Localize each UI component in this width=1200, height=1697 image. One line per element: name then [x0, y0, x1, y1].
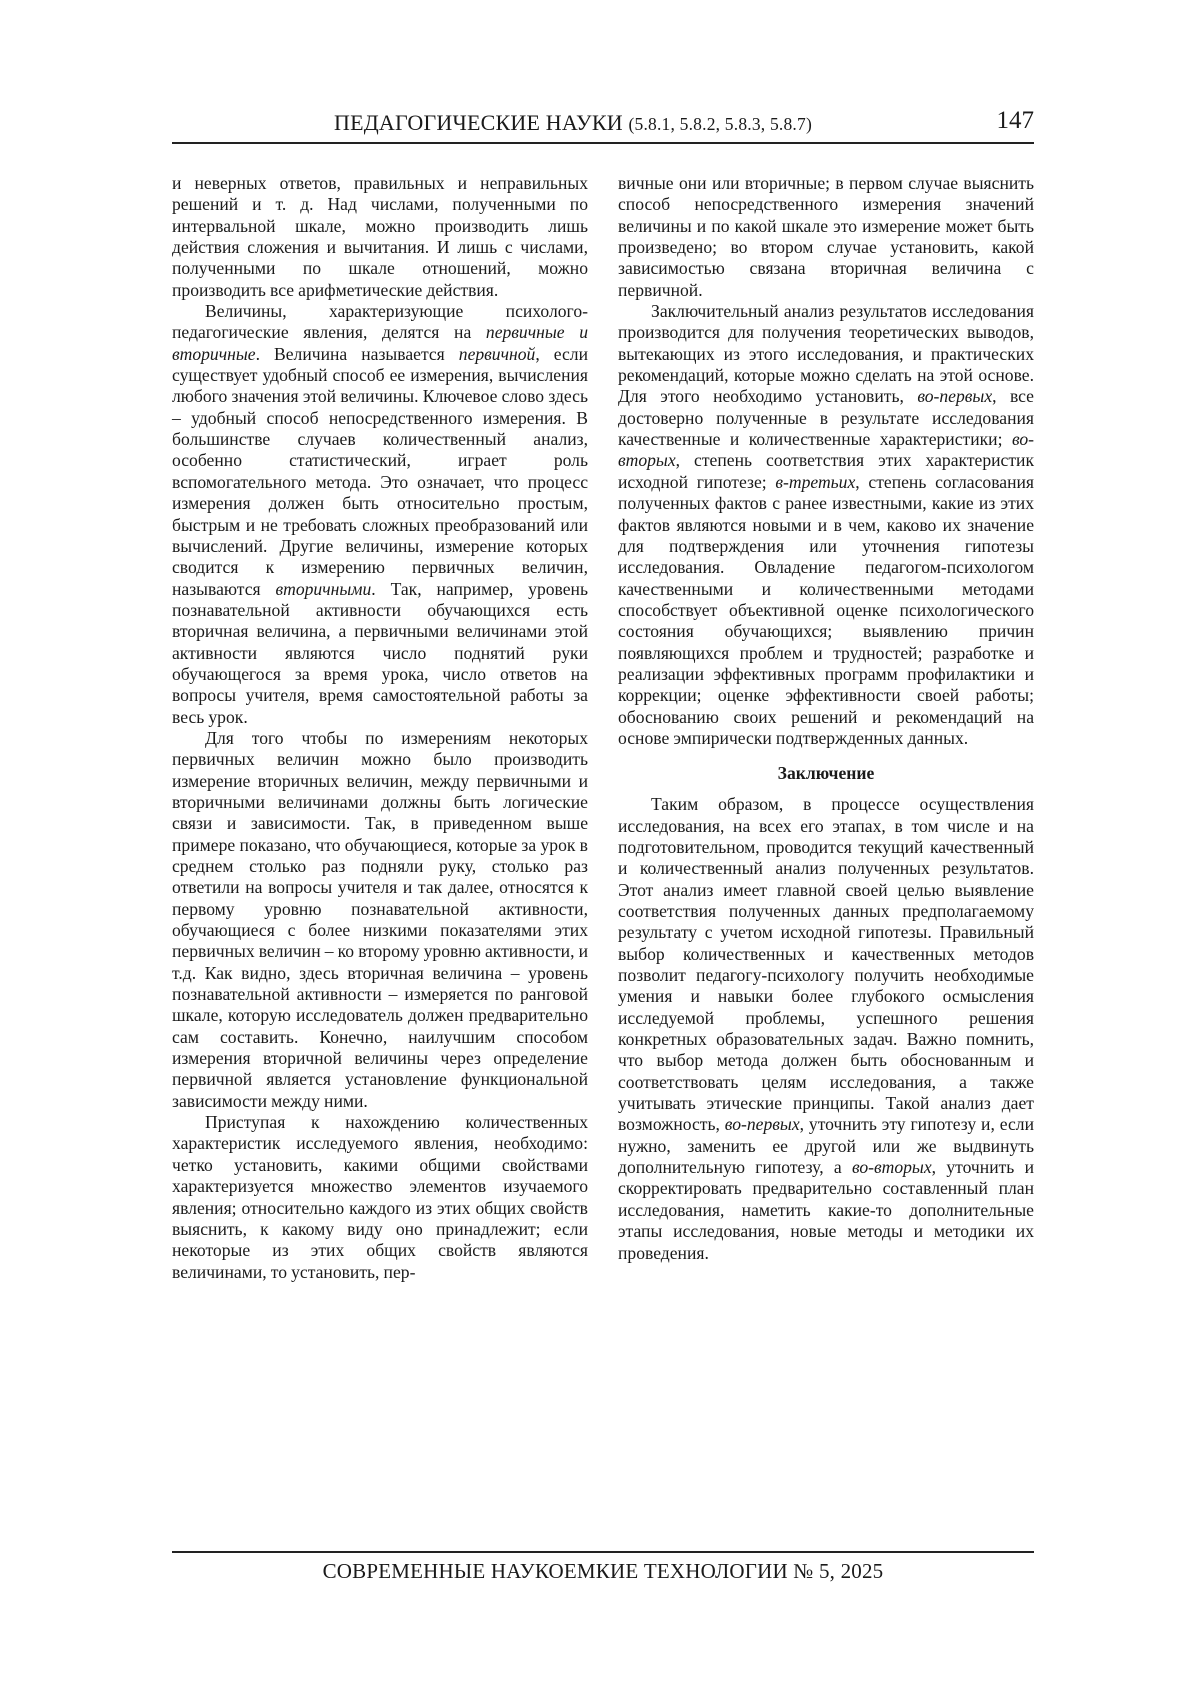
italic-term: во-первых: [917, 386, 993, 407]
section-codes: (5.8.1, 5.8.2, 5.8.3, 5.8.7): [628, 114, 812, 134]
italic-term: первичной: [458, 343, 536, 364]
paragraph: Заключительный анализ результатов исследования производится для получения теоретических выводов, вытекающих из этого исследования, и практических рекомендаций, которые можно сделать на этой основе. Для этого необходимо установить, во-первых, все достоверно полученные в результате исследования качественные и количественные характеристики; во-вторых, степень соответствия этих характеристик исходной гипотезе; в-третьих, степень согласования полученных фактов с ранее известными, какие из этих фактов являются новыми и в чем, каково их значение для подтверждения или уточнения гипотезы исследования. Овладение педагогом-психологом качественными и количественными методами способствует объективной оценке психологического состояния обучающихся; выявлению причин появляющихся проблем и трудностей; разработке и реализации эффективных программ профилактики и коррекции; оценке эффективности своей работы; обоснованию своих решений и рекомендаций на основе эмпирически подтвержденных данных.: [618, 301, 1034, 748]
paragraph: Таким образом, в процессе осуществления исследования, на всех его этапах, в том числе и на подготовительном, проводится текущий качественный и количественный анализ полученных результатов. Этот анализ имеет главной своей целью выявление соответствия полученных данных предполагаемому результату с учетом исходной гипотезы. Правильный выбор количественных и качественных методов позволит педагогу-психологу получить необходимые умения и навыки более глубокого осмысления исследуемой проблемы, успешного решения конкретных образовательных задач. Важно помнить, что выбор метода должен быть обоснованным и соответствовать целям исследования, а также учитывать этические принципы. Такой анализ дает возможность, во-первых, уточнить эту гипотезу и, если нужно, заменить ее другой или же выдвинуть дополнительную гипотезу, а во-вторых, уточнить и скорректировать предварительно составленный план исследования, наметить какие-то дополнительные этапы исследования, новые методы и методики их проведения.: [618, 794, 1034, 1263]
paragraph: и неверных ответов, правильных и неправильных решений и т. д. Над числами, полученными по интервальной шкале, можно производить лишь действия сложения и вычитания. И лишь с числами, полученными по шкале отношений, можно производить все арифметические действия.: [172, 173, 588, 300]
journal-title: СОВРЕМЕННЫЕ НАУКОЕМКИЕ ТЕХНОЛОГИИ № 5, 2025: [322, 1559, 884, 1583]
italic-term: первичные и вторичные: [172, 322, 588, 364]
page-number: 147: [996, 107, 1034, 134]
right-column: [618, 173, 1034, 1264]
paragraph: Величины, характеризующие психолого-педагогические явления, делятся на первичные и вторичные. Величина называется первичной, если существует удобный способ ее измерения, вычисления любого значения этой величины. Ключевое слово здесь – удобный способ непосредственного измерения. В большинстве случаев количественный анализ, особенно статистический, играет роль вспомогательного метода. Это означает, что процесс измерения должен быть относительно простым, быстрым и не требовать сложных преобразований или вычислений. Другие величины, измерение которых сводится к измерению первичных величин, называются вторичными. Так, например, уровень познавательной активности обучающихся есть вторичная величина, а первичными величинами этой активности являются число поднятий руки обучающегося за время урока, число ответов на вопросы учителя, время самостоятельной работы за весь урок.: [172, 301, 588, 727]
italic-term: во-вторых: [618, 429, 1034, 471]
paragraph: вичные они или вторичные; в первом случае выяснить способ непосредственного измерения значений величины и по какой шкале это измерение может быть произведено; во втором случае установить, какой зависимостью связана вторичная величина с первичной.: [618, 173, 1034, 300]
italic-term: во-первых: [724, 1114, 800, 1135]
section-title: ПЕДАГОГИЧЕСКИЕ НАУКИ: [334, 110, 623, 135]
paragraph: Приступая к нахождению количественных характеристик исследуемого явления, необходимо: четко установить, какими общими свойствами характеризуется множество элементов изучаемого явления; относительно каждого из этих общих свойств выяснить, к какому виду оно принадлежит; если некоторые из этих общих свойств являются величинами, то установить, пер-: [172, 1112, 588, 1282]
running-title: [332, 110, 812, 137]
section-heading: Заключение: [777, 763, 875, 784]
running-header: [172, 108, 1034, 144]
italic-term: во-вторых: [851, 1157, 932, 1178]
running-footer: [172, 1551, 1034, 1593]
left-column: [172, 173, 588, 1283]
paragraph: Для того чтобы по измерениям некоторых первичных величин можно было производить измерение вторичных величин, между первичными и вторичными величинами должны быть логические связи и зависимости. Так, в приведенном выше примере показано, что обучающиеся, которые за урок в среднем столько раз подняли руку, столько раз ответили на вопросы учителя и так далее, относятся к первому уровню познавательной активности, обучающиеся с более низкими показателями этих первичных величин – ко второму уровню активности, и т.д. Как видно, здесь вторичная величина – уровень познавательной активности – измеряется по ранговой шкале, которую исследователь должен предварительно сам составить. Конечно, наилучшим способом измерения вторичной величины через определение первичной является установление функциональной зависимости между ними.: [172, 727, 588, 1111]
italic-term: вторичными: [275, 578, 372, 599]
italic-term: в-третьих: [775, 471, 856, 492]
